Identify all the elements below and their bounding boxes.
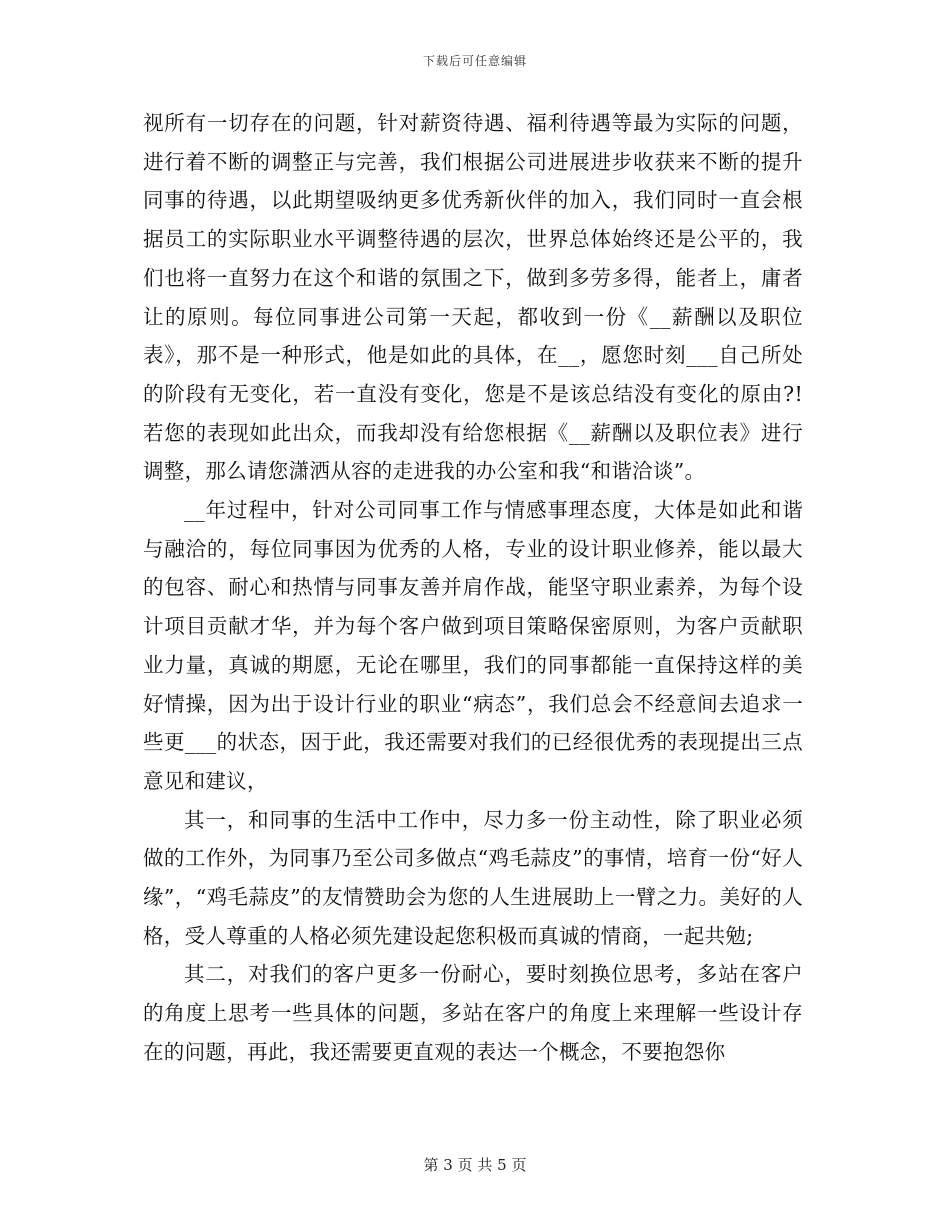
document-body — [143, 104, 803, 1072]
paragraph-1: 视所有一切存在的问题，针对薪资待遇、福利待遇等最为实际的问题，进行着不断的调整正与完善，我们根据公司进展进步收获来不断的提升同事的待遇，以此期望吸纳更多优秀新伙伴的加入，我们同时一直会根据员工的实际职业水平调整待遇的层次，世界总体始终还是公平的，我们也将一直努力在这个和谐的氛围之下，做到多劳多得，能者上，庸者让的原则。每位同事进公司第一天起，都收到一份《__薪酬以及职位表》，那不是一种形式，他是如此的具体，在__，愿您时刻___自己所处的阶段有无变化，若一直没有变化，您是不是该总结没有变化的原由?!若您的表现如此出众，而我却没有给您根据《__薪酬以及职位表》进行调整，那么请您潇洒从容的走进我的办公室和我“和谐洽谈”。 — [143, 111, 803, 484]
page-number: 第 3 页 共 5 页 — [423, 1156, 527, 1174]
paragraph-3: 其一，和同事的生活中工作中，尽力多一份主动性，除了职业必须做的工作外，为同事乃至公司多做点“鸡毛蒜皮”的事情，培育一份“好人缘”，“鸡毛蒜皮”的友情赞助会为您的人生进展助上一臂之力。美好的人格，受人尊重的人格必须先建设起您积极而真诚的情商，一起共勉; — [143, 807, 803, 948]
paragraph-4: 其二，对我们的客户更多一份耐心，要时刻换位思考，多站在客户的角度上思考一些具体的问题，多站在客户的角度上来理解一些设计存在的问题，再此，我还需要更直观的表达一个概念，不要抱怨你 — [143, 962, 803, 1064]
page-header: 下载后可任意编辑 — [422, 54, 527, 68]
paragraph-2: __年过程中，针对公司同事工作与情感事理态度，大体是如此和谐与融洽的，每位同事因为优秀的人格，专业的设计职业修养，能以最大的包容、耐心和热情与同事友善并肩作战，能坚守职业素养，为每个设计项目贡献才华，并为每个客户做到项目策略保密原则，为客户贡献职业力量，真诚的期愿，无论在哪里，我们的同事都能一直保持这样的美好情操，因为出于设计行业的职业“病态”，我们总会不经意间去追求一些更___的状态，因于此，我还需要对我们的已经很优秀的表现提出三点意见和建议， — [143, 498, 803, 793]
